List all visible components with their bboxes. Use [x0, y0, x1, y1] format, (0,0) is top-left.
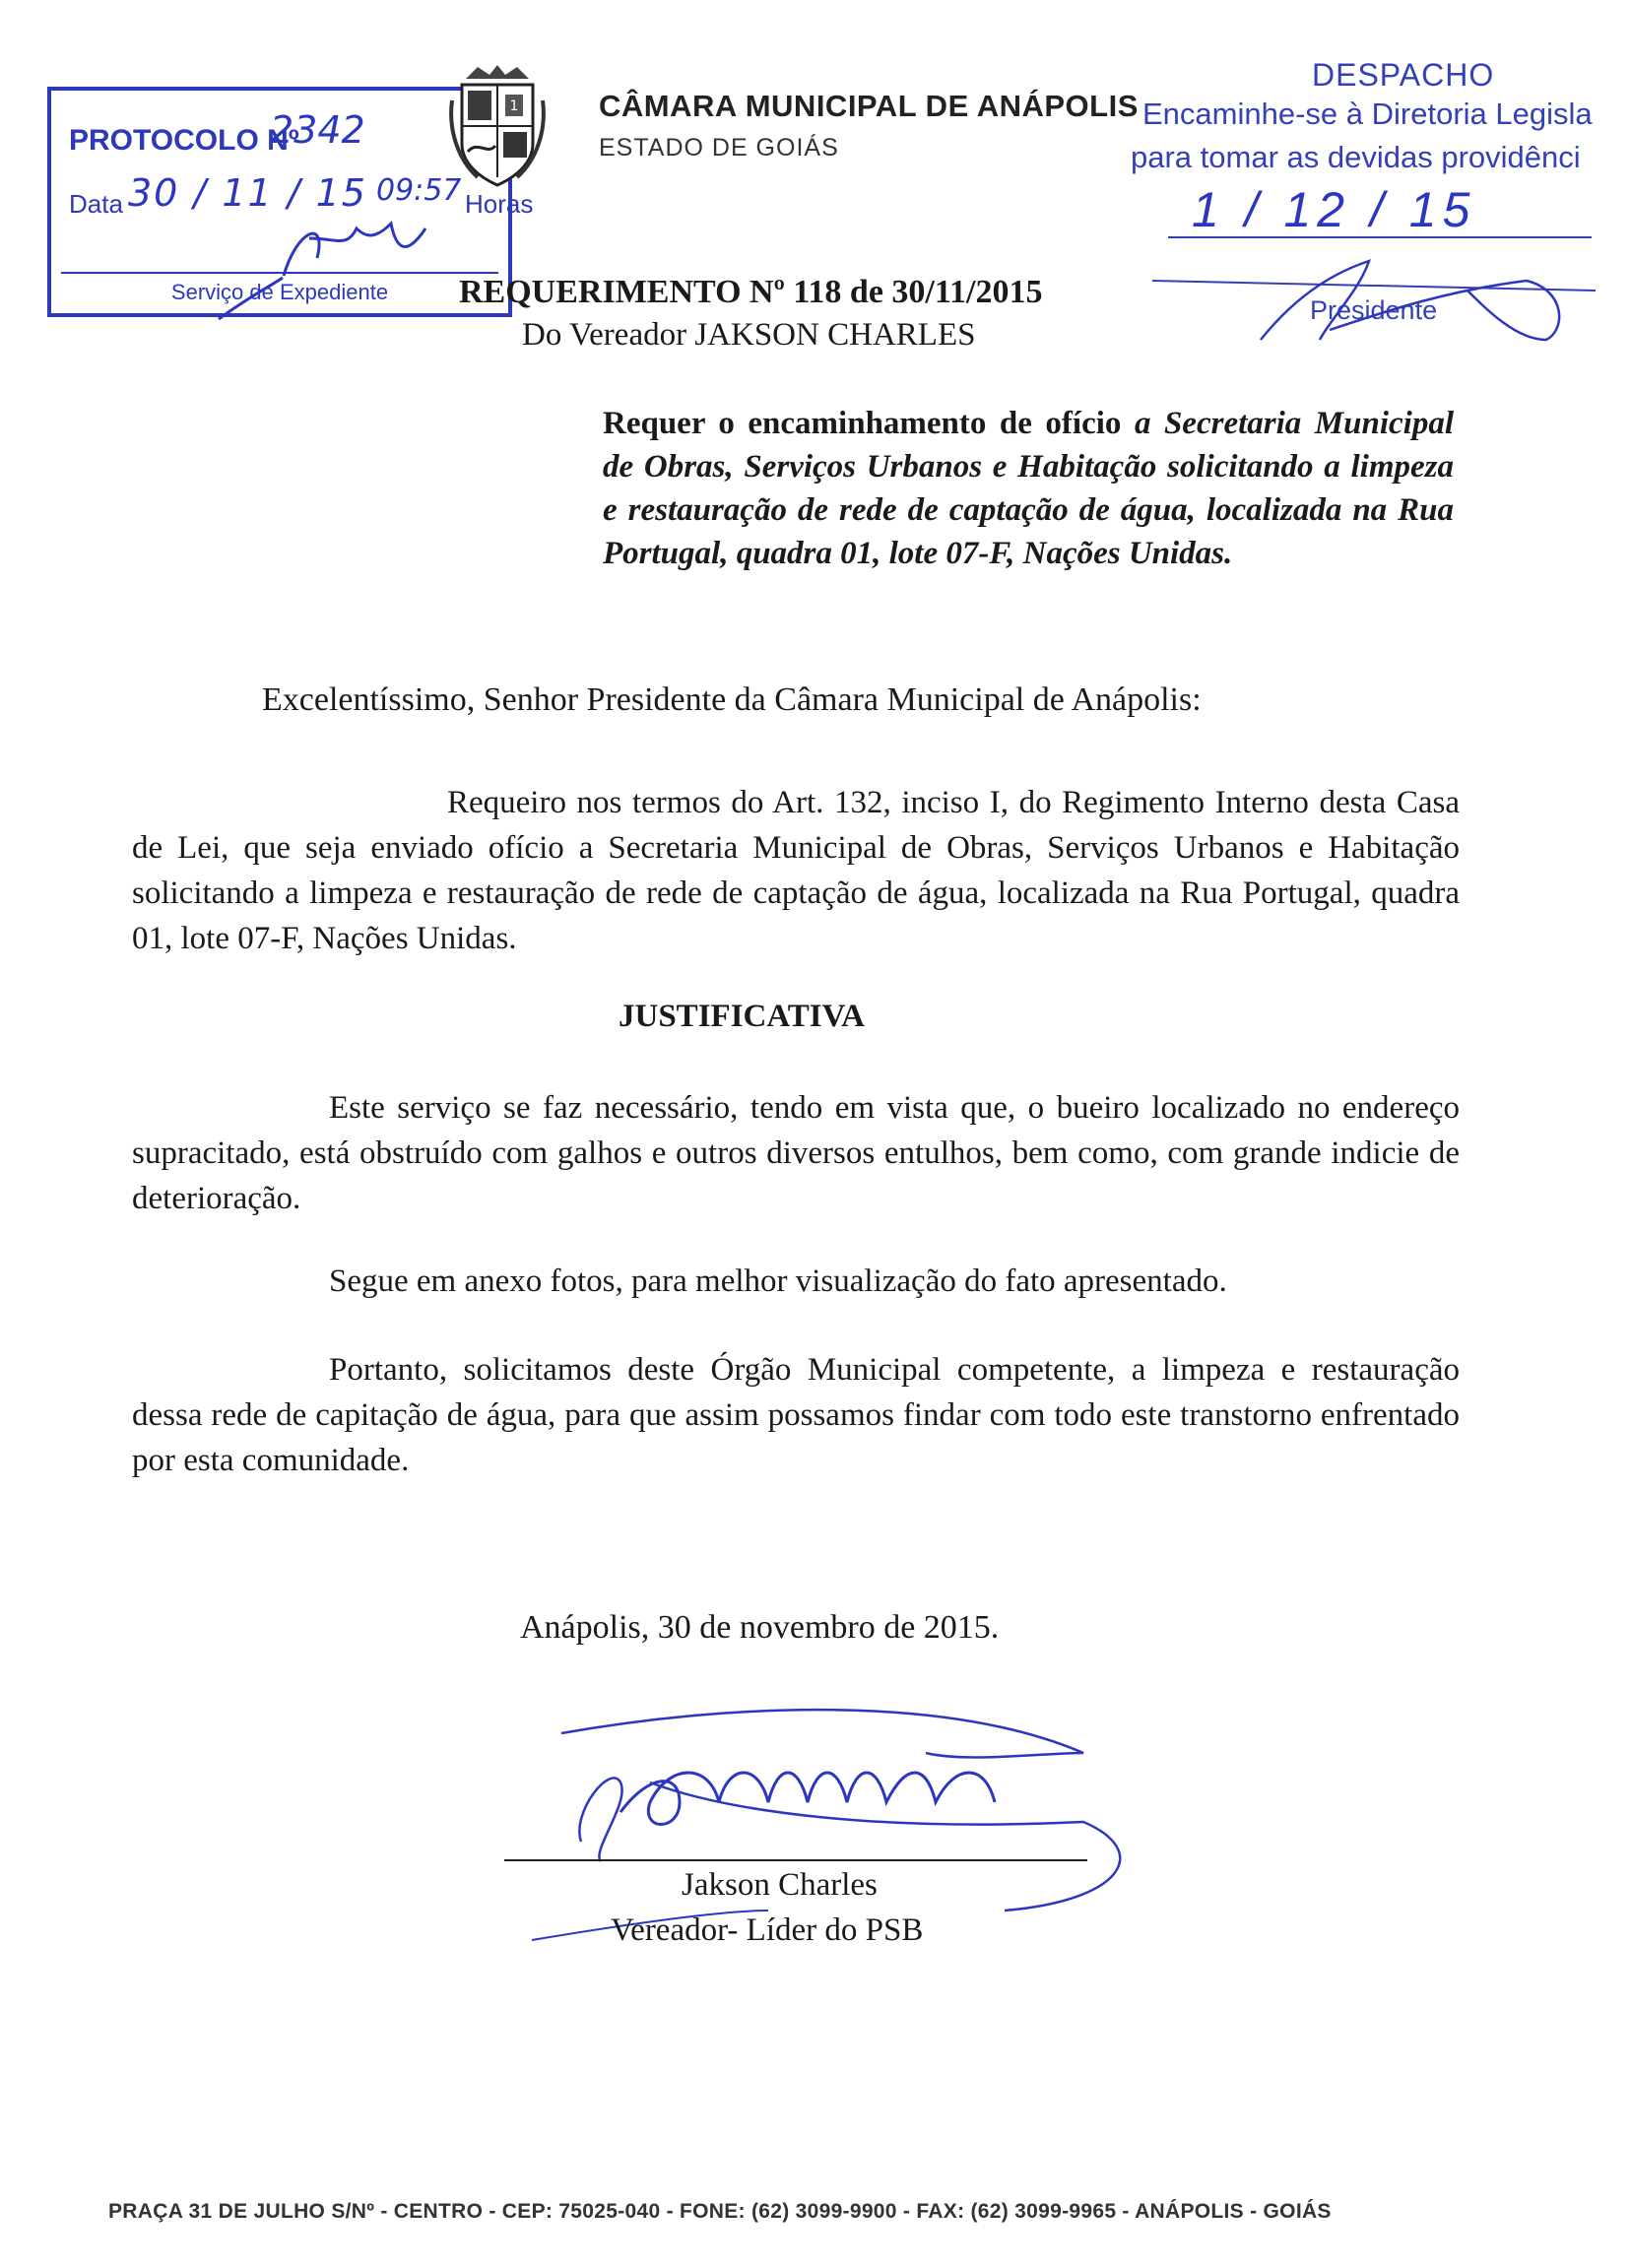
justification-heading: JUSTIFICATIVA: [619, 999, 866, 1034]
despacho-date-line: [1168, 236, 1592, 238]
institution-name: CÂMARA MUNICIPAL DE ANÁPOLIS: [599, 89, 1139, 123]
summary-lead: Requer o encaminhamento de ofício: [603, 406, 1122, 441]
footer-address: PRAÇA 31 DE JULHO S/Nº - CENTRO - CEP: 75025-040 - FONE: (62) 3099-9900 - FAX: (62) 3099-9965 - ANÁPOLIS - GOIÁS: [108, 2200, 1332, 2223]
greeting: Excelentíssimo, Senhor Presidente da Câmara Municipal de Anápolis:: [262, 681, 1202, 718]
svg-text:1: 1: [509, 98, 519, 114]
author-signature: [532, 1704, 1162, 1940]
institution-state: ESTADO DE GOIÁS: [599, 134, 839, 162]
request-paragraph: Requeiro nos termos do Art. 132, inciso I, do Regimento Interno desta Casa de Lei, que seja enviado ofício a Secretaria Municipal de Obras, Serviços Urbanos e Habitação solicitando a limpeza e restauração de rede de captação de água, localizada na Rua Portugal, quadra 01, lote 07-F, Nações Unidas.: [132, 785, 1460, 956]
justification-paragraph-2: Segue em anexo fotos, para melhor visualização do fato apresentado.: [329, 1264, 1227, 1299]
protocol-time-value: 09:57: [376, 173, 462, 208]
despacho-role: Presidente: [1310, 295, 1438, 325]
document-author: Do Vereador JAKSON CHARLES: [522, 317, 976, 353]
summary-body: a Secretaria Municipal de Obras, Serviços Urbanos e Habitação solicitando a limpeza e restauração de rede de captação de água, localizada na Rua Portugal, quadra 01, lote 07-F, Nações Unidas.: [603, 406, 1454, 571]
despacho-signature: [1133, 251, 1605, 359]
protocol-initials-signature: [51, 91, 516, 321]
despacho-title: DESPACHO: [1312, 57, 1495, 93]
protocol-number: 2342: [270, 108, 365, 152]
protocol-date-value: 30 / 11 / 15: [128, 171, 367, 215]
justification-paragraph-3: Portanto, solicitamos deste Órgão Municipal competente, a limpeza e restauração dessa rede de capitação de água, para que assim possamos findar com todo este transtorno enfrentado por esta comunidade.: [132, 1352, 1460, 1478]
justification-paragraph-1: Este serviço se faz necessário, tendo em vista que, o bueiro localizado no endereço supracitado, está obstruído com galhos e outros diversos entulhos, bem como, com grande indicie de deterioração.: [132, 1090, 1460, 1216]
protocol-hours-label: Horas: [465, 189, 534, 219]
document-summary: [603, 402, 1454, 575]
protocol-stamp: [47, 87, 534, 317]
despacho-date: 1 / 12 / 15: [1192, 182, 1476, 237]
signer-role: Vereador- Líder do PSB: [611, 1912, 924, 1948]
protocol-date-label: Data: [69, 189, 123, 219]
despacho-line-2: para tomar as devidas providênci: [1131, 140, 1581, 174]
protocol-service: Serviço de Expediente: [170, 280, 389, 304]
signer-name: Jakson Charles: [682, 1867, 878, 1903]
signature-line: [504, 1859, 1087, 1861]
protocol-label: PROTOCOLO Nº: [69, 124, 299, 157]
place-and-date: Anápolis, 30 de novembro de 2015.: [520, 1609, 1000, 1646]
document-title: REQUERIMENTO Nº 118 de 30/11/2015: [459, 274, 1043, 310]
despacho-line-1: Encaminhe-se à Diretoria Legisla: [1142, 97, 1593, 131]
municipal-crest-icon: [448, 61, 547, 189]
